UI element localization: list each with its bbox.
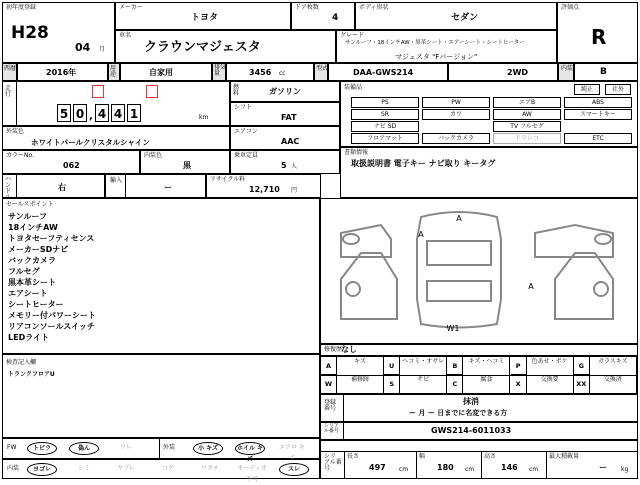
registration-cell: 登録番号 抹消 ー 月 ー 日までに名変できる方 (320, 394, 638, 422)
interior-score: B (600, 67, 607, 77)
capacity-cell: 乗車定員 5 人 (230, 150, 340, 174)
sales-points-cell: セールスポイント サンルーフ 18インチAW トヨタセーフティセンス メーカーSDナビ バックカメラ フルセグ 黒本革シート エアシート シートヒーター メモリー付パワーシート リアコンソールスイッチ LEDライト (2, 198, 320, 354)
serial-cell: シリアル番号 GWS214-6011033 (320, 422, 638, 440)
import-cell: 輸入 ー (105, 174, 206, 198)
sales-point-item: 黒本革シート (8, 278, 56, 287)
car-front-wheel (343, 234, 359, 244)
mark-w1: W1 (446, 324, 460, 333)
code-meaning: 腐食 (480, 376, 493, 383)
interior-color-cell: 内装色 黒 (140, 150, 230, 174)
documents-value: 取扱説明書 電子キー ナビ取り キータグ (351, 159, 496, 168)
color-no-value: 062 (63, 161, 80, 170)
year-value: 2016年 (46, 68, 77, 77)
maker-cell: メーカー トヨタ (115, 2, 291, 30)
body-cell: ボディ形状 セダン (355, 2, 557, 30)
odo-stamp-red (92, 85, 104, 98)
recycle-value: 12,710 (249, 185, 280, 194)
sales-point-item: フルセグ (8, 267, 40, 276)
mark-a-right: A (528, 282, 534, 291)
drive-value: 2WD (507, 68, 529, 77)
interior-color-value: 黒 (183, 161, 191, 170)
condition-mark: オーディオ 不可 (237, 465, 267, 483)
ac-cell: エアコン AAC (230, 126, 340, 150)
condition-mark: エアロ キズ (279, 444, 305, 462)
equipment-item: カワ (422, 109, 490, 120)
height-value: 146 (501, 463, 518, 472)
car-top-outline (417, 212, 501, 328)
grade-cell: グレード サンルーフ・18インチAW・黒革シート・エアーシート・シートヒーター マジェスタ "Fバージョン" (336, 30, 557, 63)
first-registration-cell: 初年度登録 H28 04 月 (2, 2, 115, 63)
code-key: G (574, 357, 590, 375)
first-reg-month: 04 (75, 41, 91, 54)
condition-mark: ヤブレ (117, 465, 135, 472)
code-key: P (511, 357, 527, 375)
car-right-wheel (594, 282, 608, 296)
condition-mark: ホイル キズ (235, 442, 265, 455)
displacement-value: 3456 (249, 68, 272, 77)
odo-digit: 4 (95, 104, 109, 122)
car-diagram (321, 199, 637, 343)
sales-point-item: エアシート (8, 289, 48, 298)
capacity-value: 5 (281, 161, 287, 170)
code-meaning: サビ (417, 376, 430, 383)
documents-cell: 書類情報 取扱説明書 電子キー ナビ取り キータグ (340, 147, 638, 198)
code-key: C (447, 375, 463, 393)
repair-history-cell: 修復歴 なし (320, 344, 638, 356)
condition-mark: ワレ (119, 444, 132, 451)
condition-mark: 小 キズ (193, 442, 223, 455)
odometer-cell: 走行 5 0 , 4 4 1 km (2, 81, 230, 126)
equipment-item: ナビ SD (351, 121, 419, 132)
sales-point-item: シートヒーター (8, 300, 64, 309)
car-name-cell: 車名 クラウンマジェスタ (115, 30, 336, 63)
sales-point-item: トヨタセーフティセンス (8, 234, 95, 243)
recycle-cell: リサイクル料 12,710 円 (206, 174, 321, 198)
sales-point-item: バックカメラ (8, 256, 56, 265)
use-value: 自家用 (149, 68, 173, 77)
code-meaning: 交換済 (603, 376, 622, 383)
doors-value: 4 (332, 13, 339, 23)
equipment-item (422, 121, 490, 132)
repair-history-value: なし (341, 345, 357, 354)
handle-value: 右 (58, 183, 66, 192)
code-meaning: キズ・ヘコミ (468, 358, 505, 365)
code-meaning: ヘコミ・オサレ (402, 358, 445, 365)
car-windshield (427, 241, 491, 265)
equipment-item: PW (422, 97, 490, 108)
doors-cell: ドア枚数 4 (291, 2, 355, 30)
odo-digit: 0 (73, 104, 87, 122)
auction-sheet: 初年度登録 H28 04 月 メーカー トヨタ ドア枚数 4 ボディ形状 セダン 評価点 R 車名 クラウンマジェスタ グレード サンルーフ・18インチAW・黒革シート・エアーシート・シートヒーター マジェスタ "Fバージョン" 西暦 2016年 用途 自家用 排気量 3456 cc 型式 DAA-GWS214 2WD 内装 B 走行 5 0 , 4 4 1 km 燃料 ガソリン シフト FAT 外装色 ホワイトパールクリスタルシャイン エアコン AAC カラーNo. 062 内装色 黒 乗車定員 5 人 ハンドル 右 輸入 ー リサイクル料 12,710 円 装備品 純正 社外 PS PW エアB ABS SR カワ AW スマートキー ナビ SD TV フルセグ フロアマット バックカメラ ドラレコ ETC 書類情報 取扱説明書 電子キー ナビ取り キータグ セールスポイント サンルーフ 18インチAW トヨタセーフティセンス メーカーSDナビ バックカメラ フルセグ 黒本革シート エアシート シートヒーター メモリー付パワーシート リアコンソールスイッチ LEDライト A A A W1 修復歴 なし A キズ U ヘコミ・オサレ B キズ・ヘコミ P 色あせ・ボケ G ガラスキズ W 補修跡 S サビ C 腐食 X 交換要 XX 交換済 検査記入欄 トランクフロアU 登録番号 抹消 ー 月 ー 日までに名変できる方 シリアル番号 GWS214-6011033 FW トビラ 偽ん ワレ 外装 小 キズ ホイル キズ エアロ キズ 内装 ヨゴレ シミ ヤブレ コゲ ワタチ オーディオ 不可 スレ シリアル番号 長さ 497 cm 幅 180 cm 高さ 146 cm 最大積載量 ー kg (0, 0, 640, 480)
handle-cell: ハンドル 右 (2, 174, 105, 198)
equipment-item: スマートキー (564, 109, 632, 120)
first-reg-label: 初年度登録 (6, 4, 37, 11)
condition-mark: シミ (77, 465, 90, 472)
registration-deadline: ー 月 ー 日までに名変できる方 (409, 409, 508, 417)
odo-digit: 4 (111, 104, 125, 122)
code-meaning: 補修跡 (350, 376, 369, 383)
code-key: S (384, 375, 400, 393)
fuel-cell: 燃料 ガソリン (230, 81, 340, 102)
model-value: DAA-GWS214 (353, 68, 414, 77)
registration-value: 抹消 (463, 397, 479, 406)
score-cell: 評価点 R (557, 2, 638, 63)
equipment-cell: 装備品 純正 社外 PS PW エアB ABS SR カワ AW スマートキー ナビ SD TV フルセグ フロアマット バックカメラ ドラレコ ETC (340, 81, 638, 147)
code-key: XX (574, 375, 590, 393)
width-value: 180 (437, 463, 454, 472)
sales-point-item: メーカーSDナビ (8, 245, 69, 254)
sales-point-item: メモリー付パワーシート (8, 311, 96, 320)
code-key: A (321, 357, 337, 375)
max-load-value: ー (599, 463, 607, 472)
score-value: R (591, 25, 607, 49)
condition-mark: ワタチ (201, 465, 219, 472)
ac-value: AAC (281, 137, 300, 146)
condition-mark: 偽ん (69, 442, 99, 455)
shift-value: FAT (281, 113, 297, 122)
car-rear-wheel (595, 234, 611, 244)
damage-diagram-cell (320, 198, 638, 344)
mark-a-roof: A (456, 214, 462, 223)
length-value: 497 (369, 463, 386, 472)
car-rear-window (427, 281, 491, 301)
equipment-item: PS (351, 97, 419, 108)
odo-digit: 1 (127, 104, 141, 122)
shift-cell: シフト FAT (230, 102, 340, 126)
genuine-stamp: 純正 (574, 84, 600, 95)
equipment-item: AW (493, 109, 561, 120)
code-meaning: 交換要 (540, 376, 559, 383)
equipment-item: SR (351, 109, 419, 120)
code-key: X (511, 375, 527, 393)
first-reg-year: H28 (11, 23, 49, 43)
grade-description: サンルーフ・18インチAW・黒革シート・エアーシート・シートヒーター (345, 40, 525, 46)
exterior-color-value: ホワイトパールクリスタルシャイン (31, 138, 150, 147)
damage-codes-grid (320, 356, 638, 394)
interior-condition-row: 内装 ヨゴレ シミ ヤブレ コゲ ワタチ オーディオ 不可 スレ (2, 459, 320, 479)
code-key: W (321, 375, 337, 393)
condition-mark: トビラ (27, 442, 57, 455)
sales-point-item: サンルーフ (8, 212, 47, 221)
body-value: セダン (451, 13, 479, 23)
condition-mark: ヨゴレ (27, 463, 57, 476)
code-key: U (384, 357, 400, 375)
code-meaning: キズ (354, 358, 366, 365)
maker-value: トヨタ (191, 13, 219, 23)
sales-point-item: LEDライト (8, 333, 49, 342)
condition-mark: スレ (279, 463, 309, 476)
odo-digit: 5 (57, 104, 71, 122)
car-name: クラウンマジェスタ (144, 40, 261, 55)
car-left-side (341, 253, 397, 319)
fuel-value: ガソリン (269, 87, 301, 96)
inspection-notes-cell: 検査記入欄 トランクフロアU (2, 354, 320, 438)
condition-mark: コゲ (161, 465, 174, 472)
code-key: B (447, 357, 463, 375)
equipment-item: ETC (564, 133, 632, 144)
aftermarket-stamp: 社外 (605, 84, 631, 95)
serial-value: GWS214-6011033 (431, 426, 512, 435)
code-meaning: 色あせ・ボケ (531, 358, 568, 365)
equipment-item: バックカメラ (422, 133, 490, 144)
dimensions-cell: シリアル番号 長さ 497 cm 幅 180 cm 高さ 146 cm 最大積載量 ー kg (320, 440, 638, 479)
equipment-item: エアB (493, 97, 561, 108)
sales-point-item: リアコンソールスイッチ (8, 322, 95, 331)
exterior-color-cell: 外装色 ホワイトパールクリスタルシャイン (2, 126, 230, 150)
odo-stamp-red (146, 85, 158, 98)
sales-point-item: 18インチAW (8, 223, 58, 232)
equipment-item: ABS (564, 97, 632, 108)
mark-a-left: A (418, 230, 424, 239)
code-meaning: ガラスキズ (597, 358, 628, 365)
fw-row: FW トビラ 偽ん ワレ 外装 小 キズ ホイル キズ エアロ キズ (2, 438, 320, 459)
car-rear-view (535, 225, 613, 257)
equipment-item (564, 121, 632, 132)
import-value: ー (164, 183, 172, 192)
grade-value: マジェスタ "Fバージョン" (395, 53, 478, 61)
equipment-item: フロアマット (351, 133, 419, 144)
inspection-notes-value: トランクフロアU (8, 371, 55, 378)
color-no-cell: カラーNo. 062 (2, 150, 140, 174)
equipment-item: ドラレコ (493, 133, 561, 144)
car-right-side (555, 253, 613, 319)
equipment-item: TV フルセグ (493, 121, 561, 132)
car-left-wheel (346, 282, 360, 296)
